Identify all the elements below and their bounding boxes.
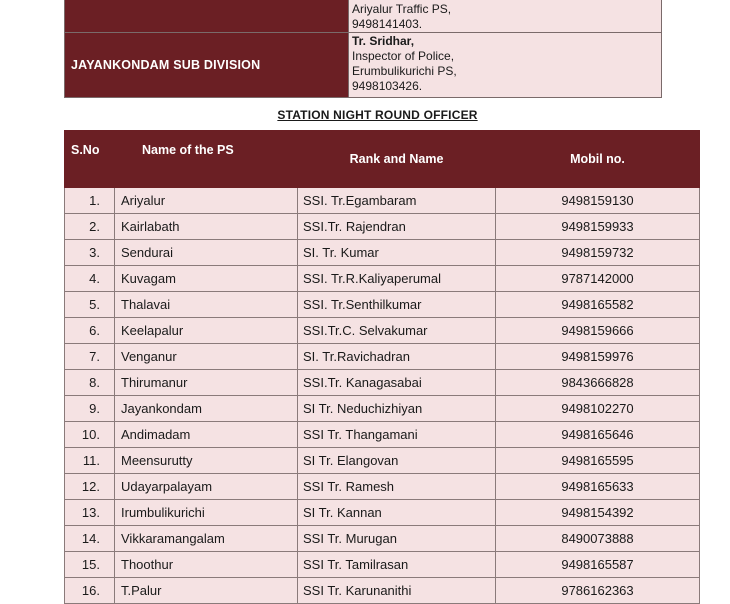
- row-sno: 1.: [65, 188, 115, 214]
- row-sno: 2.: [65, 214, 115, 240]
- row-mobile: 9498159933: [496, 214, 700, 240]
- row-mobile: 9498102270: [496, 396, 700, 422]
- row-ps-name: Meensurutty: [115, 448, 298, 474]
- row-ps-name: T.Palur: [115, 578, 298, 604]
- header-ps-name: Name of the PS: [115, 131, 298, 188]
- table-row: [65, 344, 700, 370]
- table-row: [65, 240, 700, 266]
- row-mobile: 9498159130: [496, 188, 700, 214]
- row-mobile: 9498165587: [496, 552, 700, 578]
- row-rank-name: SI Tr. Neduchizhiyan: [298, 396, 496, 422]
- row-rank-name: SSI Tr. Tamilrasan: [298, 552, 496, 578]
- row-mobile: 8490073888: [496, 526, 700, 552]
- row-sno: 15.: [65, 552, 115, 578]
- row-sno: 13.: [65, 500, 115, 526]
- table-row: [65, 214, 700, 240]
- row-ps-name: Udayarpalayam: [115, 474, 298, 500]
- table-row: [65, 266, 700, 292]
- night-round-officer-table: [64, 130, 700, 604]
- row-ps-name: Irumbulikurichi: [115, 500, 298, 526]
- row-rank-name: SSI.Tr. Kanagasabai: [298, 370, 496, 396]
- row-ps-name: Ariyalur: [115, 188, 298, 214]
- row-sno: 14.: [65, 526, 115, 552]
- row-rank-name: SI. Tr.Ravichadran: [298, 344, 496, 370]
- table-row: [65, 474, 700, 500]
- table-row: [65, 422, 700, 448]
- row-sno: 4.: [65, 266, 115, 292]
- row-mobile: 9786162363: [496, 578, 700, 604]
- row-rank-name: SSI. Tr.Egambaram: [298, 188, 496, 214]
- row-ps-name: Venganur: [115, 344, 298, 370]
- table-row: [65, 188, 700, 214]
- row-ps-name: Kuvagam: [115, 266, 298, 292]
- row-sno: 7.: [65, 344, 115, 370]
- row-sno: 5.: [65, 292, 115, 318]
- row-sno: 3.: [65, 240, 115, 266]
- row-ps-name: Thirumanur: [115, 370, 298, 396]
- row-mobile: 9498159732: [496, 240, 700, 266]
- row-rank-name: SSI. Tr.R.Kaliyaperumal: [298, 266, 496, 292]
- sub-division-table: [64, 0, 662, 98]
- row-sno: 11.: [65, 448, 115, 474]
- table-row: [65, 448, 700, 474]
- row-sno: 9.: [65, 396, 115, 422]
- sub-division-name: JAYANKONDAM SUB DIVISION: [65, 33, 349, 98]
- officer-line: 9498103426.: [352, 79, 423, 93]
- row-ps-name: Kairlabath: [115, 214, 298, 240]
- table-row: [65, 396, 700, 422]
- row-sno: 12.: [65, 474, 115, 500]
- row-mobile: 9787142000: [496, 266, 700, 292]
- row-sno: 16.: [65, 578, 115, 604]
- row-mobile: 9498154392: [496, 500, 700, 526]
- row-rank-name: SSI.Tr. Rajendran: [298, 214, 496, 240]
- row-mobile: 9498159666: [496, 318, 700, 344]
- sub-division-name: [65, 0, 349, 33]
- row-ps-name: Vikkaramangalam: [115, 526, 298, 552]
- row-mobile: 9498165633: [496, 474, 700, 500]
- table-row: [65, 552, 700, 578]
- row-rank-name: SSI Tr. Ramesh: [298, 474, 496, 500]
- header-sno: S.No: [65, 131, 115, 188]
- section-title: STATION NIGHT ROUND OFFICER: [277, 108, 478, 122]
- sub-division-row: [65, 33, 662, 98]
- sub-division-row: [65, 0, 662, 33]
- row-rank-name: SSI.Tr.C. Selvakumar: [298, 318, 496, 344]
- row-ps-name: Keelapalur: [115, 318, 298, 344]
- sub-division-officer: [349, 0, 662, 33]
- row-mobile: 9843666828: [496, 370, 700, 396]
- row-ps-name: Thoothur: [115, 552, 298, 578]
- row-rank-name: SSI Tr. Thangamani: [298, 422, 496, 448]
- row-ps-name: Andimadam: [115, 422, 298, 448]
- row-sno: 6.: [65, 318, 115, 344]
- row-mobile: 9498165595: [496, 448, 700, 474]
- row-rank-name: SI Tr. Elangovan: [298, 448, 496, 474]
- row-rank-name: SI. Tr. Kumar: [298, 240, 496, 266]
- row-mobile: 9498159976: [496, 344, 700, 370]
- officer-line: Inspector of Police,: [352, 49, 455, 63]
- table-row: [65, 318, 700, 344]
- table-header-row: [65, 131, 700, 188]
- row-rank-name: SSI. Tr.Senthilkumar: [298, 292, 496, 318]
- row-rank-name: SSI Tr. Murugan: [298, 526, 496, 552]
- row-ps-name: Thalavai: [115, 292, 298, 318]
- table-body: [65, 188, 700, 604]
- row-rank-name: SI Tr. Kannan: [298, 500, 496, 526]
- row-rank-name: SSI Tr. Karunanithi: [298, 578, 496, 604]
- officer-line: 9498141403.: [352, 17, 423, 31]
- row-sno: 8.: [65, 370, 115, 396]
- officer-line: Erumbulikurichi PS,: [352, 64, 457, 78]
- row-mobile: 9498165646: [496, 422, 700, 448]
- header-mobile: Mobil no.: [496, 131, 700, 188]
- row-ps-name: Sendurai: [115, 240, 298, 266]
- officer-line: Ariyalur Traffic PS,: [352, 2, 452, 16]
- sub-division-officer: [349, 33, 662, 98]
- table-row: [65, 292, 700, 318]
- table-row: [65, 500, 700, 526]
- table-row: [65, 370, 700, 396]
- table-row: [65, 526, 700, 552]
- row-ps-name: Jayankondam: [115, 396, 298, 422]
- officer-title: Tr. Sridhar,: [352, 34, 415, 48]
- row-mobile: 9498165582: [496, 292, 700, 318]
- row-sno: 10.: [65, 422, 115, 448]
- header-rank-name: Rank and Name: [298, 131, 496, 188]
